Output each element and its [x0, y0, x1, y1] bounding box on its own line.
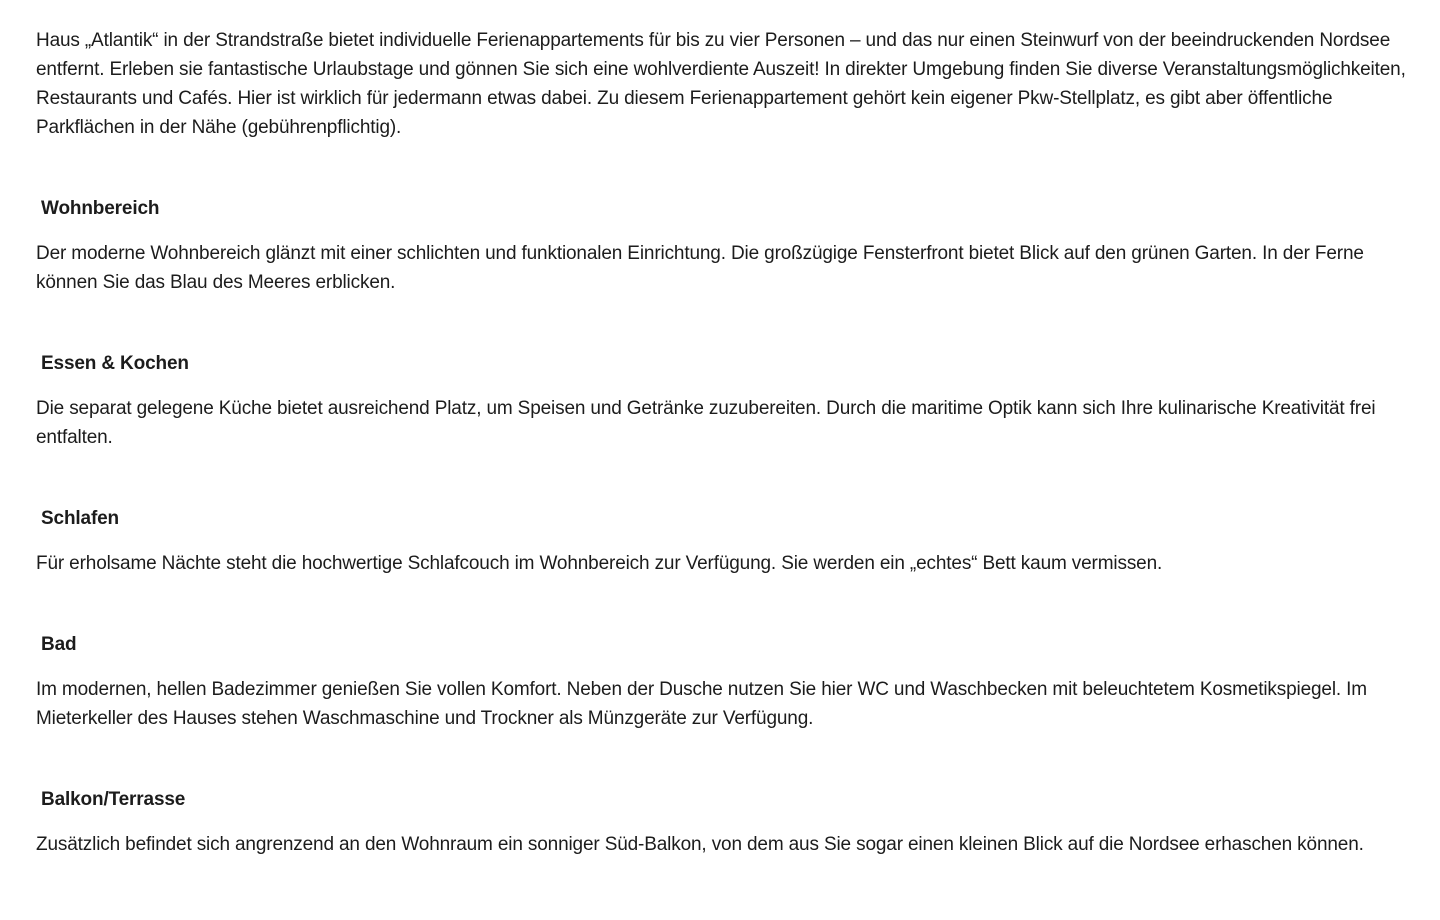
- section-body-bad: Im modernen, hellen Badezimmer genießen Sie vollen Komfort. Neben der Dusche nutzen Sie hier WC und Waschbecken mit beleuchtetem Kosmetikspiegel. Im Mieterkeller des Hauses stehen Waschmaschine und Trockner als Münzgeräte zur Verfügung.: [36, 679, 1367, 729]
- section-body-schlafen: Für erholsame Nächte steht die hochwertige Schlafcouch im Wohnbereich zur Verfügung. Sie werden ein „echtes“ Bett kaum vermissen.: [36, 553, 1163, 574]
- section-heading-bad: Bad: [41, 634, 77, 655]
- intro-paragraph: Haus „Atlantik“ in der Strandstraße bietet individuelle Ferienappartements für bis zu vier Personen – und das nur einen Steinwurf von der beeindruckenden Nordsee entfernt. Erleben sie fantastische Urlaubstage und gönnen Sie sich eine wohlverdiente Auszeit! In direkter Umgebung finden Sie diverse Veranstaltungsmöglichkeiten, Restaurants und Cafés. Hier ist wirklich für jedermann etwas dabei. Zu diesem Ferienappartement gehört kein eigener Pkw-Stellplatz, es gibt aber öffentliche Parkflächen in der Nähe (gebührenpflichtig).: [36, 30, 1406, 138]
- section-heading-wohnbereich: Wohnbereich: [41, 198, 160, 219]
- section-body-wohnbereich: Der moderne Wohnbereich glänzt mit einer schlichten und funktionalen Einrichtung. Die großzügige Fensterfront bietet Blick auf den grünen Garten. In der Ferne können Sie das Blau des Meeres erblicken.: [36, 243, 1364, 293]
- section-body-balkon-terrasse: Zusätzlich befindet sich angrenzend an den Wohnraum ein sonniger Süd-Balkon, von dem aus Sie sogar einen kleinen Blick auf die Nordsee erhaschen können.: [36, 834, 1364, 855]
- section-body-essen-kochen: Die separat gelegene Küche bietet ausreichend Platz, um Speisen und Getränke zuzubereiten. Durch die maritime Optik kann sich Ihre kulinarische Kreativität frei entfalten.: [36, 398, 1376, 448]
- section-heading-essen-kochen: Essen & Kochen: [41, 353, 189, 374]
- section-heading-balkon-terrasse: Balkon/Terrasse: [41, 789, 186, 810]
- section-heading-schlafen: Schlafen: [41, 508, 119, 529]
